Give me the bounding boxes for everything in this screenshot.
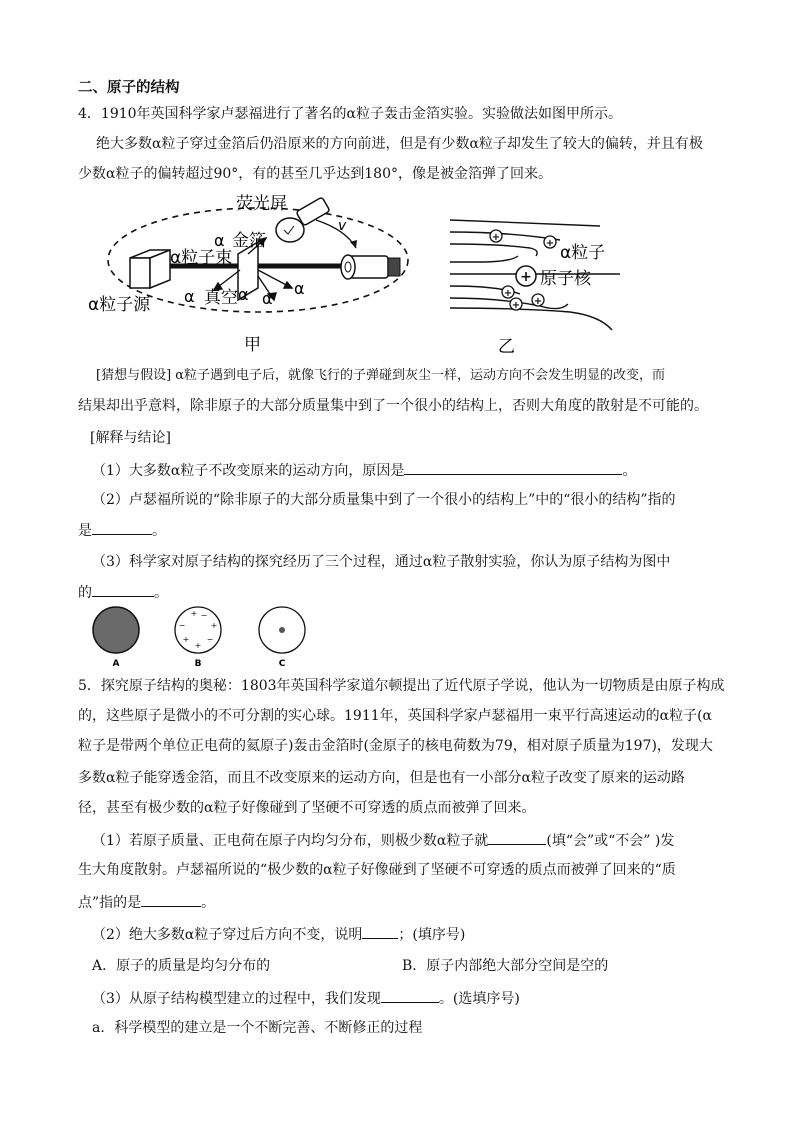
q4-para1-line1: 绝大多数α粒子穿过金箔后仍沿原来的方向前进，但是有少数α粒子却发生了较大的偏转，并且有极 (96, 136, 703, 152)
q4-sub3-blank[interactable] (92, 582, 154, 597)
q4-sub1-blank[interactable] (404, 460, 622, 475)
q5-line1: 5．探究原子结构的奥秘：1803年英国科学家道尔顿提出了近代原子学说，他认为一切物质是由原子构成 (78, 678, 725, 694)
q4-sub2-line2 (78, 520, 166, 541)
microscope-right (341, 255, 400, 279)
section-title: 二、原子的结构 (78, 80, 180, 96)
label-beam: α粒子束 (170, 248, 233, 268)
label-screen: 荧光屏 (236, 194, 287, 214)
q4-sub2-blank[interactable] (92, 520, 152, 535)
label-alpha-4: α (262, 289, 273, 308)
svg-text:+: + (491, 232, 501, 243)
q4-intro: 4．1910年英国科学家卢瑟福进行了著名的α粒子轰击金箔实验。实验做法如图甲所示。 (78, 106, 622, 122)
q5-s2-text: （2）绝大多数α粒子穿过后方向不变，说明 (92, 927, 363, 943)
hypothesis-line2: 结果却出乎意料，除非原子的大部分质量集中到了一个很小的结构上，否则大角度的散射是不可能的。 (78, 398, 708, 414)
q5-s3-text: （3）从原子结构模型建立的过程中，我们发现 (92, 991, 381, 1007)
svg-text:+: + (511, 300, 521, 311)
alpha-source-box (130, 250, 170, 288)
svg-text:+: + (210, 621, 218, 630)
svg-text:−: − (178, 621, 186, 630)
svg-text:+: + (533, 296, 543, 307)
model-label-a: A (112, 659, 120, 669)
q5-s2-end: ；(填序号) (398, 927, 466, 943)
q4-sub2-end: 。 (152, 523, 166, 539)
svg-text:+: + (182, 635, 190, 644)
q4-para1-line2: 少数α粒子的偏转超过90°，有的甚至几乎达到180°，像是被金箔弹了回来。 (78, 166, 552, 182)
svg-text:+: + (190, 609, 198, 618)
q4-sub2-text: 是 (78, 523, 92, 539)
q5-s1-d: 点”指的是 (78, 895, 142, 911)
svg-text:−: − (200, 611, 208, 620)
model-label-c: C (278, 659, 286, 669)
figure-yi (440, 212, 630, 357)
label-v: v (338, 218, 347, 234)
q5-s1-line1 (92, 830, 674, 851)
q5-s1-blank2[interactable] (141, 892, 201, 907)
q5-s1-blank[interactable] (488, 830, 546, 845)
svg-text:−: − (206, 635, 214, 644)
q5-option-b[interactable]: B．原子内部绝大部分空间是空的 (402, 958, 609, 974)
label-alpha-3: α (238, 285, 249, 304)
label-vacuum: 真空 (204, 288, 238, 308)
figure-jia (88, 190, 418, 355)
q4-sub3-text: 的 (78, 585, 92, 601)
q4-sub3-end: 。 (154, 585, 168, 601)
svg-text:+: + (194, 641, 202, 650)
q5-s3-end: 。(选填序号) (438, 991, 520, 1007)
hypothesis-line1: [猜想与假设] α粒子遇到电子后，就像飞行的子弹碰到灰尘一样，运动方向不会发生明显的改变，而 (96, 368, 666, 383)
q5-s2 (92, 924, 465, 945)
q5-s1-hint: (填“会”或“不会” )发 (546, 833, 675, 849)
q5-s1-end: 。 (201, 895, 216, 911)
q4-sub2-line1: （2）卢瑟福所说的“除非原子的大部分质量集中到了一个很小的结构上”中的“很小的结构”指的 (92, 492, 676, 508)
label-source: α粒子源 (88, 295, 151, 315)
velocity-arc (316, 220, 356, 248)
model-a-solid-sphere (93, 607, 139, 653)
atom-models (90, 604, 320, 670)
q5-s3 (92, 988, 520, 1009)
conclusion-heading: [解释与结论] (90, 430, 171, 446)
q5-line5: 径，甚至有极少数的α粒子好像碰到了坚硬不可穿透的质点而被弹了回来。 (78, 800, 536, 816)
label-alpha-particle: α粒子 (560, 243, 606, 263)
q5-s2-blank[interactable] (362, 924, 398, 939)
q4-sub3-line1: （3）科学家对原子结构的探究经历了三个过程，通过α粒子散射实验，你认为原子结构为图中 (92, 554, 671, 570)
q5-line3: 粒子是带两个单位正电荷的氦原子)轰击金箔时(金原子的核电荷数为79，相对原子质量为197)，发现大 (78, 738, 713, 754)
q5-option-a-lower[interactable]: a．科学模型的建立是一个不断完善、不断修正的过程 (92, 1020, 423, 1036)
caption-yi: 乙 (498, 337, 515, 357)
label-alpha-1: α (214, 231, 225, 250)
label-alpha-2: α (184, 287, 195, 306)
q4-sub1-text: （1）大多数α粒子不改变原来的运动方向，原因是 (92, 463, 405, 479)
caption-jia: 甲 (244, 335, 261, 355)
svg-text:+: + (503, 288, 513, 299)
q4-sub3-line2 (78, 582, 168, 603)
model-label-b: B (194, 659, 202, 669)
q5-line4: 多数α粒子能穿透金箔，而且不改变原来的运动方向，但是也有一小部分α粒子改变了原来的运动路 (78, 770, 685, 786)
q5-s1-text: （1）若原子质量、正电荷在原子内均匀分布，则极少数α粒子就 (92, 833, 489, 849)
q5-s1-line3 (78, 892, 215, 913)
q5-line2: 的，这些原子是微小的不可分割的实心球。1911年，英国科学家卢瑟福用一束平行高速运动的α粒子(α (78, 708, 712, 724)
svg-text:+: + (545, 238, 555, 249)
q4-sub1-end: 。 (622, 463, 637, 479)
svg-text:+: + (520, 269, 532, 285)
q5-s3-blank[interactable] (381, 988, 439, 1003)
label-alpha-5: α (294, 279, 305, 298)
label-foil: 金箔 (232, 231, 266, 251)
label-nucleus: 原子核 (540, 269, 591, 289)
q4-sub1 (92, 460, 636, 481)
q5-s1-line2: 生大角度散射。卢瑟福所说的“极少数的α粒子好像碰到了坚硬不可穿透的质点而被弹了回来的“质 (78, 862, 676, 878)
q5-option-a[interactable]: A．原子的质量是均匀分布的 (92, 958, 271, 974)
